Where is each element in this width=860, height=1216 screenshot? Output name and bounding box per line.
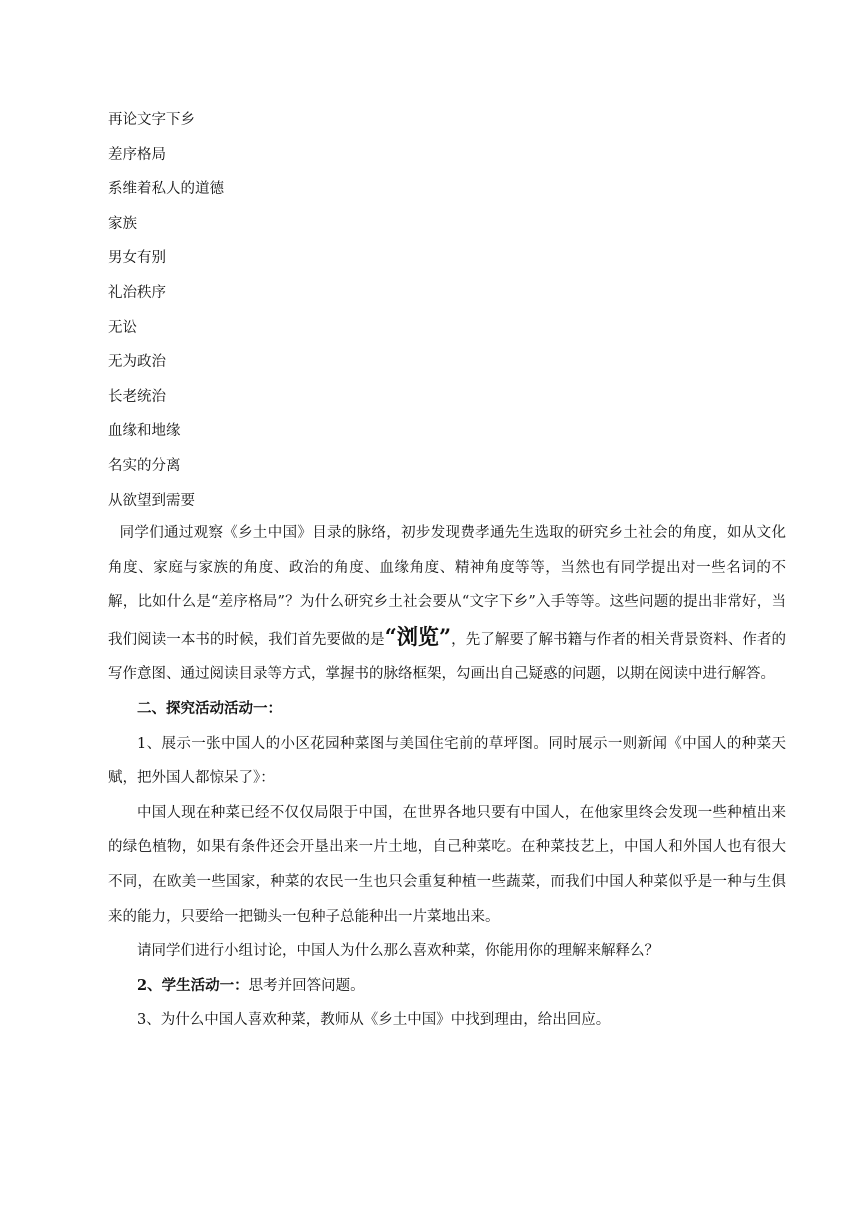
discussion-prompt: 请同学们进行小组讨论，中国人为什么那么喜欢种菜，你能用你的理解来解释么？	[137, 943, 659, 960]
activity-item-3: 3、为什么中国人喜欢种菜，教师从《乡土中国》中找到理由，给出回应。	[137, 1012, 611, 1029]
intro-text-before: 同学们通过观察《乡土中国》目录的脉络，初步发现费孝通先生选取的研究乡土社会的角度，如从文化角度、家庭与家族的角度、政治的角度、血缘角度、精神角度等等，当然也有同学提出对一些名词的不解，比如什么是“差序格局”？为什么研究乡土社会要从“文字下乡”入手等等。这些问题的提出非常好，当我们阅读一本书的时候，我们首先要做的是	[108, 525, 786, 648]
section-heading: 二、探究活动活动一：	[137, 699, 282, 717]
news-paragraph: 中国人现在种菜已经不仅仅局限于中国，在世界各地只要有中国人，在他家里终会发现一些种植出来的绿色植物，如果有条件还会开垦出来一片土地，自己种菜吃。在种菜技艺上，中国人和外国人也有很大不同，在欧美一些国家，种菜的农民一生也只会重复种植一些蔬菜，而我们中国人种菜似乎是一种与生俱来的能力，只要给一把锄头一包种子总能种出一片菜地出来。	[108, 804, 786, 925]
intro-paragraph	[108, 516, 786, 692]
toc-item: 再论文字下乡	[108, 112, 195, 128]
toc-item: 血缘和地缘	[108, 423, 181, 440]
toc-item: 系维着私人的道德	[108, 181, 224, 198]
toc-item: 无讼	[108, 319, 137, 336]
body-text	[108, 516, 786, 1038]
activity-item-2-text: 思考并回答问题。	[248, 977, 365, 994]
activity-item-1: 1、展示一张中国人的小区花园种菜图与美国住宅前的草坪图。同时展示一则新闻《中国人的种菜天赋，把外国人都惊呆了》：	[108, 735, 786, 787]
toc-item: 男女有别	[108, 250, 166, 267]
toc-item: 差序格局	[108, 146, 166, 163]
activity-item-2-label: 2、学生活动一：	[137, 976, 249, 994]
toc-item: 长老统治	[108, 388, 166, 405]
toc-item: 礼治秩序	[108, 284, 166, 301]
toc-item: 家族	[108, 215, 137, 232]
toc-item: 无为政治	[108, 354, 166, 371]
toc-item: 从欲望到需要	[108, 492, 195, 509]
emphasis-browse: “浏览”	[384, 623, 452, 649]
activity-item-2	[108, 969, 786, 1004]
table-of-contents	[108, 108, 508, 523]
intro-text-after: ，先了解要了解书籍与作者的相关背景资料、作者的写作意图、通过阅读目录等方式，掌握书的脉络框架，勾画出自己疑惑的问题，以期在阅读中进行解答。	[108, 631, 787, 683]
toc-item: 名实的分离	[108, 457, 181, 474]
